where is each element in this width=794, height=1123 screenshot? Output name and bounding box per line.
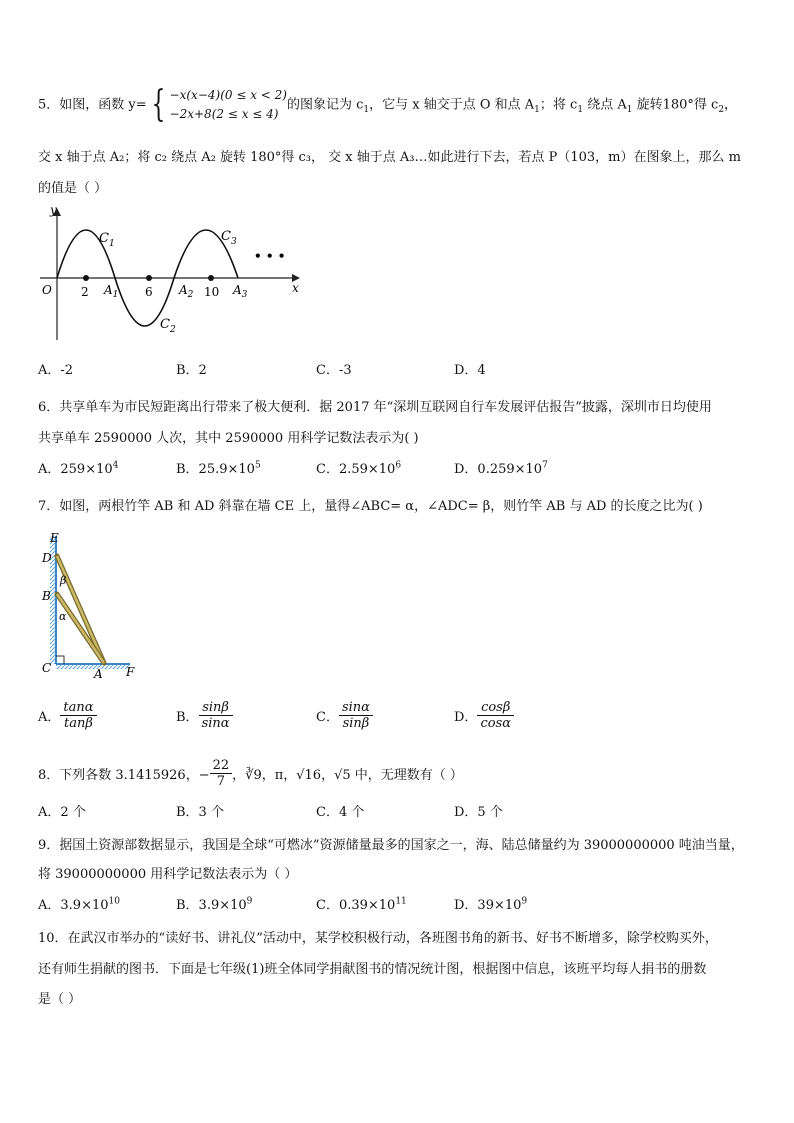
q7-option-d: D． $\frac{\cos\beta}{\cos\alpha}$ [454,700,514,731]
q6-option-c: C．$2.59\times 10^6$ [316,460,402,477]
a2-label: $A_2$ [179,283,194,300]
q8-stem-line1: 8．下列各数 3.1415926，− $\frac{22}{7}$ ，∛9，π，√16，√5 中，无理数有（ ） [38,758,463,789]
point-2 [83,275,89,281]
q9-option-d: D．$39\times 10^9$ [454,896,528,913]
label-b: B [42,589,51,603]
q6-stem-line1: 6．共享单车为市民短距离出行带来了极大便利．据 2017 年“深圳互联网自行车发展评估报告”披露，深圳市日均使用 [38,400,712,415]
label-beta: β [60,574,67,587]
q7-option-a: A． $\frac{\tan\alpha}{\tan\beta}$ [38,700,97,731]
q5-stem-line3: 的值是（ ） [38,181,108,196]
q6-option-a: A．$259\times 10^4$ [38,460,119,477]
q6-stem-line2: 共享单车 2590000 人次，其中 2590000 用科学记数法表示为( ) [38,431,419,446]
q7-figure [36,526,146,682]
q8-option-a: A．2 个 [38,805,86,820]
q5-stem-line1 [38,86,737,124]
label-a: A [94,667,103,681]
q9-stem-line2: 将 39000000000 用科学记数法表示为（ ） [38,867,298,882]
right-angle-mark [56,656,64,664]
q6-option-b: B．$25.9\times 10^5$ [176,460,261,477]
x-label: x [292,281,299,295]
q5-piecewise [170,86,287,124]
q5-sub1c: 1 [577,105,584,116]
q5-text-d: ；将 c [539,97,578,113]
tick-6: 6 [145,285,153,299]
q8-option-d: D．5 个 [454,805,503,820]
q5-stem-line2: 交 x 轴于点 A₂；将 c₂ 绕点 A₂ 旋转 180°得 c₃， 交 x 轴于点 A₃…如此进行下去，若点 P（103，m）在图象上，那么 m [38,150,741,165]
origin-label: O [42,283,52,297]
q9-option-b: B．$3.9\times 10^9$ [176,896,253,913]
q5-text-g: ， [724,97,738,113]
q5-brace: { [151,84,165,125]
q5-option-b: B．2 [176,363,207,378]
q5-sub1a: 1 [363,105,370,116]
q5-text-e: 绕点 A [583,97,627,113]
q10-stem-line3: 是（ ） [38,992,82,1007]
q8-option-c: C．4 个 [316,805,365,820]
q5-text-f: 旋转180°得 c [632,97,719,113]
label-f: F [126,665,135,679]
q5-text-b: 的图象记为 c [286,97,364,113]
q9-stem-line1: 9．据国土资源部数据显示，我国是全球“可燃冰”资源储量最多的国家之一，海、陆总储量约为 39000000000 吨油当量， [38,838,744,853]
q10-stem-line1: 10．在武汉市举办的“读好书、讲礼仪”活动中，某学校积极行动，各班图书角的新书、好书不断增多，除学校购买外， [38,931,718,946]
q5-sub1b: 1 [534,105,540,116]
q7-stem-line1: 7．如图，两根竹竿 AB 和 AD 斜靠在墙 CE 上，量得∠ABC= α，∠ADC= β，则竹竿 AB 与 AD 的长度之比为( ) [38,499,703,514]
tick-10: 10 [204,285,220,299]
q5-option-c: C．-3 [316,363,352,378]
label-d: D [42,551,52,565]
c1-label: $C_1$ [99,231,115,249]
q5-text-c: ，它与 x 轴交于点 O 和点 A [369,97,535,113]
q6-option-d: D．$0.259\times 10^7$ [454,460,548,477]
q7-option-c: C． $\frac{\sin\alpha}{\sin\beta}$ [316,700,373,731]
q9-option-c: C．$0.39\times 10^{11}$ [316,896,407,913]
label-alpha: α [59,610,67,623]
continuation-dots: • • • [254,249,286,263]
label-c: C [42,661,52,675]
q5-piece1: −x(x−4)(0 ≤ x < 2) [169,88,287,102]
y-label: y [50,203,57,217]
q8-option-b: B．3 个 [176,805,224,820]
q5-text-a: 5．如图，函数 y= [38,97,147,113]
point-10 [208,275,214,281]
a1-label: $A_1$ [104,283,119,300]
q5-sub2: 2 [718,105,725,116]
c2-label: $C_2$ [160,317,176,335]
tick-2: 2 [81,285,89,299]
point-6 [146,275,152,281]
q5-option-a: A．-2 [38,363,74,378]
q5-graph [32,200,312,340]
c3-label: $C_3$ [221,229,237,247]
label-e: E [50,531,59,545]
q9-option-a: A．$3.9\times 10^{10}$ [38,896,120,913]
q5-sub1d: 1 [626,105,633,116]
q5-option-d: D．4 [454,363,486,378]
q5-piece2: −2x+8(2 ≤ x ≤ 4) [169,107,279,121]
q7-option-b: B． $\frac{\sin\beta}{\sin\alpha}$ [176,700,233,731]
a3-label: $A_3$ [233,283,248,300]
q10-stem-line2: 还有师生捐献的图书．下面是七年级(1)班全体同学捐献图书的情况统计图，根据图中信息，该班平均每人捐书的册数 [38,962,707,977]
